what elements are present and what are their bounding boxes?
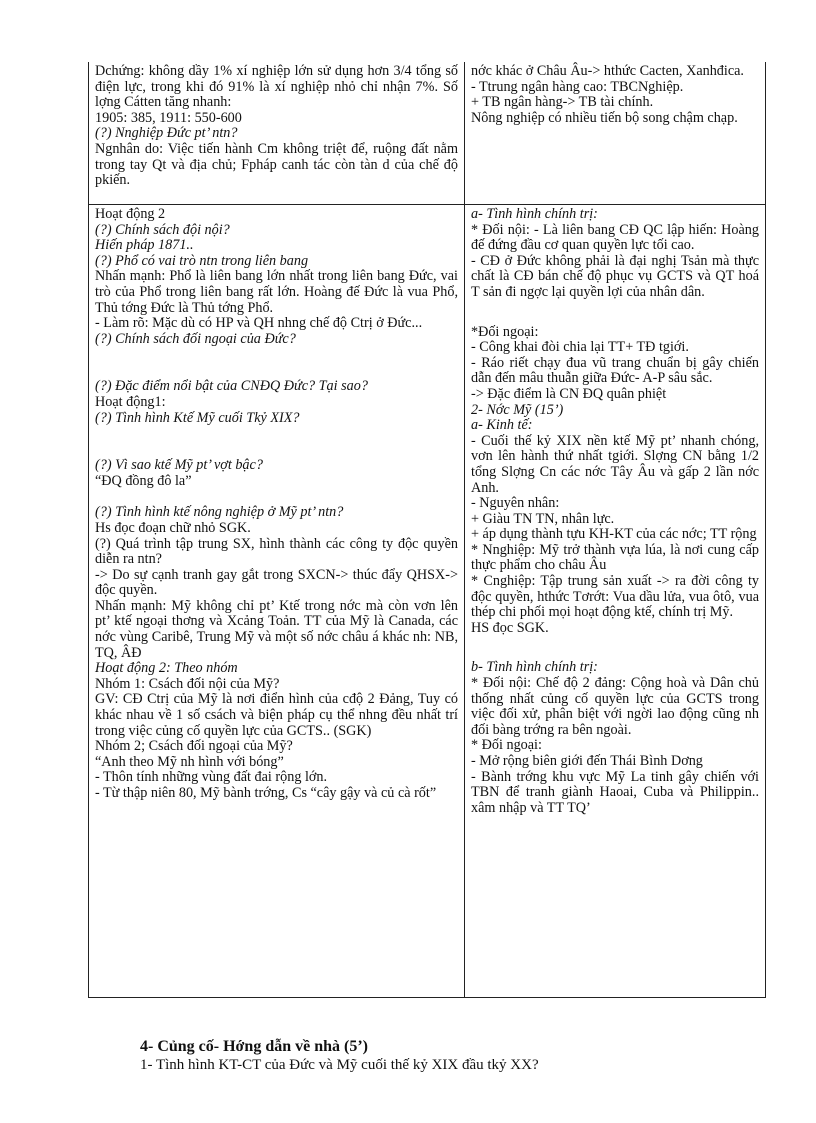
text-line: * Nnghiệp: Mỹ trở thành vựa lúa, là nơi cung cấp thực phẩm cho châu Âu <box>471 541 759 574</box>
text-line: - Mở rộng biên giới đến Thái Bình Dơng <box>471 753 703 769</box>
spacer <box>95 489 458 505</box>
text-line: Nhóm 1: Csách đối nội của Mỹ? <box>95 675 280 692</box>
section-heading: 4- Củng cố- Hớng dẫn về nhà (5’) <box>140 1038 368 1055</box>
spacer <box>471 301 759 325</box>
question-line: (?) Chính sách đối ngoại của Đức? <box>95 330 296 347</box>
question-line: (?) Phổ có vai trò ntn trong liên bang <box>95 252 309 269</box>
text-line: - Cuối thế kỷ XIX nền ktế Mỹ pt’ nhanh chóng, vơn lên hành thứ nhất tgiới. Slợng CN bằng 1/2 tổng Slợng Cn các nớc Tây Âu và gấp 2 lần nớc Anh. <box>471 432 759 496</box>
lesson-content-cell <box>465 205 765 997</box>
text-line: HS đọc SGK. <box>471 619 549 636</box>
text-line: Hs đọc đoạn chữ nhỏ SGK. <box>95 519 251 536</box>
text-line: * Đối nội: Chế độ 2 đảng: Cộng hoà và Dân chủ thống nhất củng cố quyền lực của GCTS trong việc đối xử, phân biệt với ngời lao động cũng nh đối bàng trớng ra bên ngoài. <box>471 675 759 738</box>
text-line: - CĐ ở Đức không phải là đại nghị Tsản mà thực chất là CĐ bán chế độ phục vụ GCTS và QT hoá T sản đi ngợc lại quyền lợi của nhân dân. <box>471 252 759 300</box>
text-line: - Thôn tính những vùng đất đai rộng lớn. <box>95 769 328 786</box>
text-line: + Giàu TN TN, nhân lực. <box>471 510 615 527</box>
text-line: Dchứng: không dầy 1% xí nghiệp lớn sử dụng hơn 3/4 tổng số điện lực, trong khi đó 91% là xí nghiệp nhỏ chỉ nhận 7%. Số lợng Cátten tăng nhanh: <box>95 63 458 111</box>
text-line: - Bành trớng khu vực Mỹ La tinh gây chiến với TBN để tranh giành Haoai, Cuba và Philippin.. xâm nhập và TT TQ’ <box>471 768 759 816</box>
text-line: -> Do sự cạnh tranh gay gắt trong SXCN-> thúc đẩy QHSX-> độc quyền. <box>95 566 458 599</box>
text-line: - Ttrung ngân hàng cao: TBCNghiệp. <box>471 78 684 95</box>
question-line: (?) Vì sao ktế Mỹ pt’ vợt bậc? <box>95 457 263 474</box>
text-line: nớc khác ở Châu Âu-> hthức Cacten, Xanhđica. <box>471 63 744 79</box>
question-line: 2- Nớc Mỹ (15’) <box>471 401 564 418</box>
question-line: (?) Tình hình ktế nông nghiệp ở Mỹ pt’ ntn? <box>95 504 344 521</box>
question-line: b- Tình hình chính trị: <box>471 659 598 676</box>
text-line: - Công khai đòi chia lại TT+ TĐ tgiới. <box>471 339 689 356</box>
question-line: a- Kinh tế: <box>471 417 533 434</box>
text-line: (?) Quá trình tập trung SX, hình thành các công ty độc quyền diễn ra ntn? <box>95 535 458 568</box>
teacher-student-activity-cell <box>89 205 465 997</box>
spacer <box>95 426 458 458</box>
text-line: - Nguyên nhân: <box>471 495 560 512</box>
text-line: * Cnghiệp: Tập trung sản xuất -> ra đời công ty độc quyền, hthức Tơrớt: Vua dầu lửa, vua ôtô, vua thép chi phối mọi hoạt động ktế, chính trị Mỹ. <box>471 573 759 621</box>
lesson-table <box>88 62 766 998</box>
text-line: Nhóm 2; Csách đối ngoại của Mỹ? <box>95 738 293 755</box>
question-line: Hiến pháp 1871.. <box>95 237 194 254</box>
text-line: - Làm rõ: Mặc dù có HP và QH nhng chế độ Ctrị ở Đức... <box>95 315 423 332</box>
text-line: Hoạt động1: <box>95 393 166 410</box>
teacher-student-activity-cell <box>89 62 465 204</box>
question-line: (?) Nnghiệp Đức pt’ ntn? <box>95 125 238 142</box>
question-line: a- Tình hình chính trị: <box>471 206 598 222</box>
text-line: - Từ thập niên 80, Mỹ bành trớng, Cs “cây gậy và củ cà rốt” <box>95 785 437 801</box>
spacer <box>95 347 458 379</box>
text-line: GV: CĐ Ctrị của Mỹ là nơi điển hình của cđộ 2 Đảng, Tuy có khác nhau về 1 số csách và biện pháp cụ thể nhng đều nhất trí trong việc củng cố quyền lực của GCTS.. (SGK) <box>95 691 458 739</box>
text-line: Ngnhân do: Việc tiến hành Cm không triệt để, ruộng đất nằm trong tay Qt và địa chủ; Fpháp canh tác còn tàn d của chế độ pkiến. <box>95 140 458 189</box>
homework-question: 1- Tình hình KT-CT của Đức và Mỹ cuối thế kỷ XIX đầu tkỷ XX? <box>140 1057 539 1073</box>
question-line: (?) Tình hình Ktế Mỹ cuối Tkỷ XIX? <box>95 409 300 426</box>
question-line: Hoạt động 2: Theo nhóm <box>95 660 238 677</box>
text-line: 1905: 385, 1911: 550-600 <box>95 109 242 126</box>
text-line: - Ráo riết chạy đua vũ trang chuẩn bị gây chiến dẫn đến mâu thuẫn giữa Đức- A-P sâu sắc. <box>471 354 759 387</box>
text-line: *Đối ngoại: <box>471 323 539 340</box>
table-row-1 <box>89 62 765 204</box>
table-row-2 <box>89 204 765 997</box>
text-line: Nhấn mạnh: Phổ là liên bang lớn nhất trong liên bang Đức, vai trò của Phổ trong liên bang rất lớn. Hoàng đế Đức là vua Phổ, Thủ tớng Đức là Thủ tớng Phổ. <box>95 268 458 316</box>
text-line: * Đối ngoại: <box>471 737 542 754</box>
text-line: Nhấn mạnh: Mỹ không chỉ pt’ Ktế trong nớc mà còn vơn lên pt’ ktế ngoại thơng và Xcảng Toản. TT của Mỹ là Canada, các nớc vùng Caribê, Trung Mỹ và một số nớc châu á khác nh: NB, TQ, ÂĐ <box>95 597 458 661</box>
lesson-content-cell <box>465 62 765 204</box>
question-line: (?) Đặc điểm nổi bật của CNĐQ Đức? Tại sao? <box>95 378 368 395</box>
text-line: + TB ngân hàng-> TB tài chính. <box>471 94 654 111</box>
text-line: “Anh theo Mỹ nh hình với bóng” <box>95 753 284 770</box>
footer-section <box>140 1038 539 1074</box>
spacer <box>471 636 759 660</box>
text-line: -> Đặc điểm là CN ĐQ quân phiệt <box>471 385 667 402</box>
text-line: Nông nghiệp có nhiều tiến bộ song chậm chạp. <box>471 109 738 126</box>
text-line: “ĐQ đồng đô la” <box>95 472 192 489</box>
text-line: Hoạt động 2 <box>95 206 166 222</box>
text-line: * Đối nội: - Là liên bang CĐ QC lập hiến: Hoàng đế đứng đầu cơ quan quyền lực tối cao. <box>471 221 759 254</box>
text-line: + áp dụng thành tựu KH-KT của các nớc; TT rộng <box>471 526 757 543</box>
question-line: (?) Chính sách đội nội? <box>95 221 230 238</box>
